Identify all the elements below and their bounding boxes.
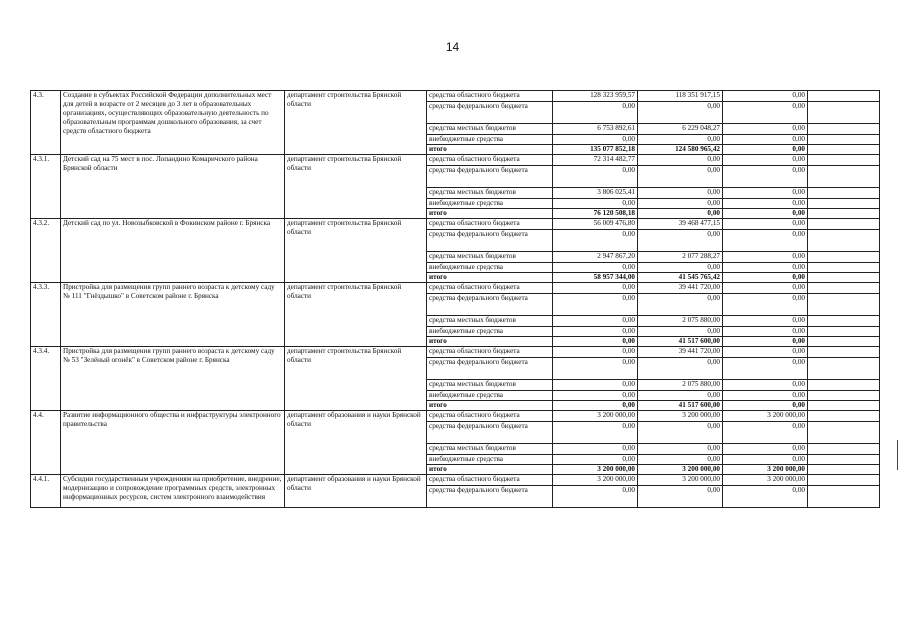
amount-v3: 0,00 <box>723 199 808 209</box>
funding-source: итого <box>427 401 553 411</box>
amount-v1: 0,00 <box>553 486 638 508</box>
amount-v2: 41 517 600,00 <box>638 337 723 347</box>
amount-v1: 58 957 344,00 <box>553 273 638 283</box>
funding-source: средства областного бюджета <box>427 411 553 422</box>
extra-column-cell <box>808 422 880 444</box>
amount-v2: 0,00 <box>638 102 723 124</box>
amount-v3: 0,00 <box>723 145 808 155</box>
amount-v1: 3 200 000,00 <box>553 475 638 486</box>
amount-v3: 0,00 <box>723 283 808 294</box>
extra-column-cell <box>808 230 880 252</box>
amount-v3: 0,00 <box>723 263 808 273</box>
amount-v2: 3 200 000,00 <box>638 465 723 475</box>
row-executor: департамент строительства Брянской области <box>285 219 427 283</box>
extra-column-cell <box>808 391 880 401</box>
table-row <box>31 411 880 422</box>
row-code: 4.3.3. <box>31 283 61 347</box>
amount-v3: 3 200 000,00 <box>723 411 808 422</box>
margin-mark <box>897 440 898 470</box>
amount-v1: 0,00 <box>553 422 638 444</box>
funding-source: средства местных бюджетов <box>427 188 553 199</box>
amount-v2: 0,00 <box>638 327 723 337</box>
amount-v3: 0,00 <box>723 455 808 465</box>
amount-v1: 0,00 <box>553 283 638 294</box>
amount-v2: 6 229 048,27 <box>638 124 723 135</box>
funding-source: средства федерального бюджета <box>427 166 553 188</box>
extra-column-cell <box>808 465 880 475</box>
extra-column-cell <box>808 337 880 347</box>
amount-v3: 0,00 <box>723 422 808 444</box>
funding-source: средства федерального бюджета <box>427 230 553 252</box>
row-code: 4.3.4. <box>31 347 61 411</box>
extra-column-cell <box>808 199 880 209</box>
row-code: 4.3.1. <box>31 155 61 219</box>
amount-v1: 0,00 <box>553 135 638 145</box>
amount-v1: 0,00 <box>553 327 638 337</box>
amount-v2: 3 200 000,00 <box>638 475 723 486</box>
row-name: Пристройка для размещения групп раннего возраста к детскому саду № 53 "Зелёный огонёк" в Советском районе г. Брянска <box>61 347 285 411</box>
amount-v3: 0,00 <box>723 316 808 327</box>
row-code: 4.3.2. <box>31 219 61 283</box>
funding-source: средства областного бюджета <box>427 347 553 358</box>
amount-v1: 3 200 000,00 <box>553 465 638 475</box>
amount-v1: 135 077 852,18 <box>553 145 638 155</box>
row-executor: департамент строительства Брянской области <box>285 347 427 411</box>
extra-column-cell <box>808 124 880 135</box>
row-code: 4.4.1. <box>31 475 61 508</box>
row-code: 4.3. <box>31 91 61 155</box>
amount-v1: 0,00 <box>553 316 638 327</box>
extra-column-cell <box>808 455 880 465</box>
amount-v2: 0,00 <box>638 166 723 188</box>
amount-v1: 3 806 025,41 <box>553 188 638 199</box>
extra-column-cell <box>808 273 880 283</box>
amount-v2: 0,00 <box>638 391 723 401</box>
amount-v1: 0,00 <box>553 358 638 380</box>
amount-v3: 3 200 000,00 <box>723 475 808 486</box>
funding-source: средства местных бюджетов <box>427 380 553 391</box>
extra-column-cell <box>808 411 880 422</box>
amount-v1: 72 314 482,77 <box>553 155 638 166</box>
amount-v3: 0,00 <box>723 273 808 283</box>
extra-column-cell <box>808 444 880 455</box>
funding-source: итого <box>427 337 553 347</box>
table-row <box>31 155 880 166</box>
amount-v1: 76 120 508,18 <box>553 209 638 219</box>
amount-v2: 0,00 <box>638 199 723 209</box>
amount-v2: 0,00 <box>638 188 723 199</box>
extra-column-cell <box>808 135 880 145</box>
amount-v2: 0,00 <box>638 422 723 444</box>
table-row <box>31 219 880 230</box>
funding-source: средства федерального бюджета <box>427 422 553 444</box>
amount-v2: 2 075 880,00 <box>638 316 723 327</box>
extra-column-cell <box>808 316 880 327</box>
row-executor: департамент образования и науки Брянской области <box>285 475 427 508</box>
row-name: Детский сад на 75 мест в пос. Лопандино Комаричского района Брянской области <box>61 155 285 219</box>
funding-source: внебюджетные средства <box>427 391 553 401</box>
amount-v2: 41 545 765,42 <box>638 273 723 283</box>
extra-column-cell <box>808 358 880 380</box>
amount-v2: 0,00 <box>638 155 723 166</box>
table-row <box>31 347 880 358</box>
extra-column-cell <box>808 347 880 358</box>
amount-v3: 0,00 <box>723 401 808 411</box>
amount-v1: 0,00 <box>553 263 638 273</box>
amount-v1: 0,00 <box>553 230 638 252</box>
amount-v1: 0,00 <box>553 444 638 455</box>
amount-v1: 0,00 <box>553 347 638 358</box>
amount-v3: 0,00 <box>723 91 808 102</box>
amount-v1: 0,00 <box>553 401 638 411</box>
row-executor: департамент строительства Брянской области <box>285 283 427 347</box>
funding-source: средства местных бюджетов <box>427 252 553 263</box>
amount-v2: 0,00 <box>638 263 723 273</box>
funding-source: итого <box>427 465 553 475</box>
amount-v2: 0,00 <box>638 294 723 316</box>
extra-column-cell <box>808 252 880 263</box>
amount-v1: 128 323 959,57 <box>553 91 638 102</box>
amount-v3: 0,00 <box>723 124 808 135</box>
funding-source: средства областного бюджета <box>427 283 553 294</box>
funding-source: внебюджетные средства <box>427 455 553 465</box>
row-executor: департамент образования и науки Брянской области <box>285 411 427 475</box>
funding-source: средства областного бюджета <box>427 155 553 166</box>
extra-column-cell <box>808 166 880 188</box>
funding-source: средства федерального бюджета <box>427 102 553 124</box>
amount-v2: 2 075 880,00 <box>638 380 723 391</box>
amount-v3: 0,00 <box>723 294 808 316</box>
amount-v1: 56 009 476,80 <box>553 219 638 230</box>
amount-v2: 2 077 288,27 <box>638 252 723 263</box>
amount-v1: 0,00 <box>553 102 638 124</box>
row-name: Детский сад по ул. Новозыбковской в Фокинском районе г. Брянска <box>61 219 285 283</box>
funding-source: средства местных бюджетов <box>427 316 553 327</box>
amount-v2: 39 441 720,00 <box>638 347 723 358</box>
funding-source: внебюджетные средства <box>427 199 553 209</box>
amount-v3: 0,00 <box>723 444 808 455</box>
amount-v3: 0,00 <box>723 135 808 145</box>
extra-column-cell <box>808 145 880 155</box>
funding-source: средства областного бюджета <box>427 219 553 230</box>
extra-column-cell <box>808 475 880 486</box>
amount-v3: 0,00 <box>723 347 808 358</box>
funding-source: итого <box>427 209 553 219</box>
amount-v2: 0,00 <box>638 444 723 455</box>
funding-source: внебюджетные средства <box>427 263 553 273</box>
amount-v3: 0,00 <box>723 486 808 508</box>
row-executor: департамент строительства Брянской области <box>285 155 427 219</box>
extra-column-cell <box>808 102 880 124</box>
extra-column-cell <box>808 219 880 230</box>
amount-v3: 0,00 <box>723 102 808 124</box>
amount-v3: 0,00 <box>723 209 808 219</box>
extra-column-cell <box>808 209 880 219</box>
row-name: Субсидии государственным учреждениям на приобретение, внедрение, модернизацию и сопровождение программных средств, электронных информационных ресурсов, систем электронного взаимодействия <box>61 475 285 508</box>
extra-column-cell <box>808 155 880 166</box>
row-name: Развитие информационного общества и инфраструктуры электронного правительства <box>61 411 285 475</box>
funding-source: средства областного бюджета <box>427 475 553 486</box>
amount-v1: 0,00 <box>553 294 638 316</box>
extra-column-cell <box>808 486 880 508</box>
table-row <box>31 91 880 102</box>
amount-v3: 0,00 <box>723 252 808 263</box>
amount-v2: 0,00 <box>638 135 723 145</box>
amount-v3: 0,00 <box>723 188 808 199</box>
amount-v3: 0,00 <box>723 155 808 166</box>
funding-source: итого <box>427 273 553 283</box>
amount-v3: 3 200 000,00 <box>723 465 808 475</box>
row-executor: департамент строительства Брянской области <box>285 91 427 155</box>
extra-column-cell <box>808 380 880 391</box>
amount-v2: 0,00 <box>638 486 723 508</box>
amount-v1: 0,00 <box>553 391 638 401</box>
extra-column-cell <box>808 327 880 337</box>
amount-v1: 0,00 <box>553 166 638 188</box>
table-row <box>31 283 880 294</box>
amount-v2: 124 580 965,42 <box>638 145 723 155</box>
amount-v2: 0,00 <box>638 209 723 219</box>
amount-v3: 0,00 <box>723 166 808 188</box>
amount-v3: 0,00 <box>723 358 808 380</box>
funding-source: итого <box>427 145 553 155</box>
amount-v2: 0,00 <box>638 455 723 465</box>
extra-column-cell <box>808 91 880 102</box>
amount-v2: 39 441 720,00 <box>638 283 723 294</box>
amount-v1: 2 947 867,20 <box>553 252 638 263</box>
row-name: Пристройка для размещения групп раннего возраста к детскому саду № 111 "Гнёздышко" в Советском районе г. Брянска <box>61 283 285 347</box>
amount-v3: 0,00 <box>723 337 808 347</box>
funding-source: средства местных бюджетов <box>427 124 553 135</box>
extra-column-cell <box>808 294 880 316</box>
amount-v1: 0,00 <box>553 455 638 465</box>
amount-v2: 3 200 000,00 <box>638 411 723 422</box>
page-number: 14 <box>445 40 460 54</box>
extra-column-cell <box>808 401 880 411</box>
amount-v2: 118 351 917,15 <box>638 91 723 102</box>
amount-v2: 0,00 <box>638 230 723 252</box>
funding-source: средства областного бюджета <box>427 91 553 102</box>
amount-v1: 0,00 <box>553 380 638 391</box>
amount-v2: 0,00 <box>638 358 723 380</box>
extra-column-cell <box>808 283 880 294</box>
amount-v2: 41 517 600,00 <box>638 401 723 411</box>
amount-v3: 0,00 <box>723 230 808 252</box>
amount-v1: 3 200 000,00 <box>553 411 638 422</box>
amount-v3: 0,00 <box>723 327 808 337</box>
funding-source: средства федерального бюджета <box>427 486 553 508</box>
funding-source: средства федерального бюджета <box>427 294 553 316</box>
amount-v1: 0,00 <box>553 199 638 209</box>
amount-v3: 0,00 <box>723 391 808 401</box>
row-name: Создание в субъектах Российской Федерации дополнительных мест для детей в возрасте от 2 месяцев до 3 лет в образовательных организациях, осуществляющих образовательную деятельность по образовательным программам дошкольного образования, за счет средств областного бюджета <box>61 91 285 155</box>
row-code: 4.4. <box>31 411 61 475</box>
extra-column-cell <box>808 188 880 199</box>
funding-source: внебюджетные средства <box>427 135 553 145</box>
extra-column-cell <box>808 263 880 273</box>
amount-v1: 0,00 <box>553 337 638 347</box>
funding-source: средства федерального бюджета <box>427 358 553 380</box>
budget-table <box>30 90 880 508</box>
table-row <box>31 475 880 486</box>
funding-source: внебюджетные средства <box>427 327 553 337</box>
amount-v3: 0,00 <box>723 380 808 391</box>
amount-v1: 6 753 892,61 <box>553 124 638 135</box>
funding-source: средства местных бюджетов <box>427 444 553 455</box>
amount-v2: 39 468 477,15 <box>638 219 723 230</box>
amount-v3: 0,00 <box>723 219 808 230</box>
